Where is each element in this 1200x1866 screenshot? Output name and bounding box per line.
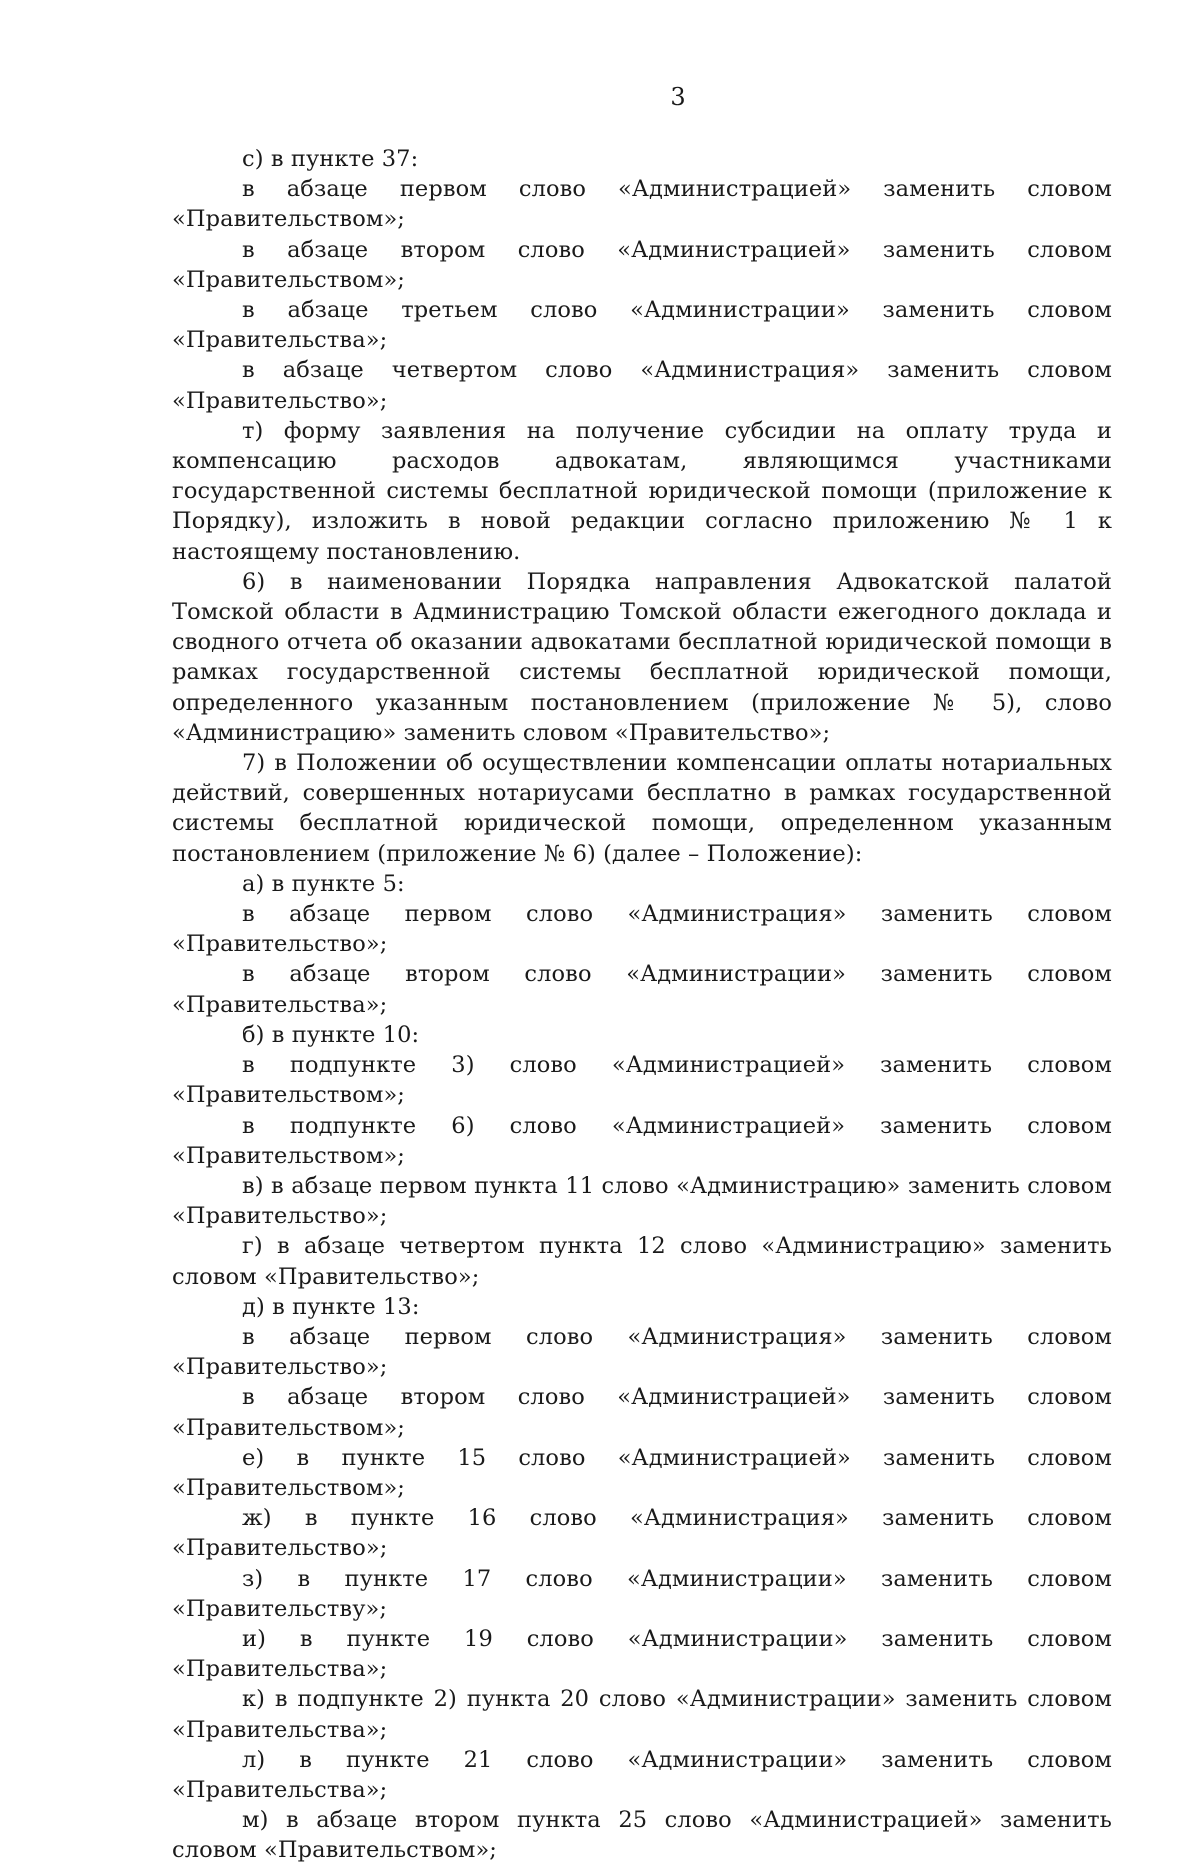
paragraph: в абзаце втором слово «Администрацией» заменить словом «Правительством»; xyxy=(172,236,1112,293)
paragraph: л) в пункте 21 слово «Администрации» заменить словом «Правительства»; xyxy=(172,1746,1112,1803)
paragraph: в абзаце первом слово «Администрацией» заменить словом «Правительством»; xyxy=(172,176,1112,233)
paragraph: в абзаце первом слово «Администрация» заменить словом «Правительство»; xyxy=(172,1323,1112,1381)
page-number: 3 xyxy=(670,83,686,111)
paragraph: в абзаце втором слово «Администрацией» заменить словом «Правительством»; xyxy=(172,1384,1112,1441)
paragraph: 7) в Положении об осуществлении компенсации оплаты нотариальных действий, совершенных нотариусами бесплатно в рамках государственной системы бесплатной юридической помощи, определенном указанным постановлением (приложение № 6) (далее – Положение): xyxy=(172,750,1112,867)
paragraph: з) в пункте 17 слово «Администрации» заменить словом «Правительству»; xyxy=(172,1565,1112,1622)
paragraph: е) в пункте 15 слово «Администрацией» заменить словом «Правительством»; xyxy=(172,1444,1112,1501)
paragraph: в абзаце первом слово «Администрация» заменить словом «Правительство»; xyxy=(172,901,1112,958)
paragraph: в) в абзаце первом пункта 11 слово «Администрацию» заменить словом «Правительство»; xyxy=(172,1172,1112,1230)
paragraph: к) в подпункте 2) пункта 20 слово «Администрации» заменить словом «Правительства»; xyxy=(172,1686,1112,1743)
paragraph: и) в пункте 19 слово «Администрации» заменить словом «Правительства»; xyxy=(172,1625,1112,1683)
document-body xyxy=(172,144,1112,1866)
paragraph: а) в пункте 5: xyxy=(242,870,405,897)
paragraph: г) в абзаце четвертом пункта 12 слово «Администрацию» заменить словом «Правительство»; xyxy=(172,1233,1112,1290)
paragraph: т) форму заявления на получение субсидии на оплату труда и компенсацию расходов адвокатам, являющимся участниками государственной системы бесплатной юридической помощи (приложение к Порядку), изложить в новой редакции согласно приложению № 1 к настоящему постановлению. xyxy=(172,417,1112,565)
paragraph: с) в пункте 37: xyxy=(242,146,419,172)
paragraph: б) в пункте 10: xyxy=(242,1021,420,1048)
paragraph: ж) в пункте 16 слово «Администрация» заменить словом «Правительство»; xyxy=(172,1505,1112,1562)
paragraph: в абзаце четвертом слово «Администрация» заменить словом «Правительство»; xyxy=(172,357,1112,414)
paragraph: в абзаце третьем слово «Администрации» заменить словом «Правительства»; xyxy=(172,297,1112,354)
paragraph: 6) в наименовании Порядка направления Адвокатской палатой Томской области в Администрацию Томской области ежегодного доклада и сводного отчета об оказании адвокатами бесплатной юридической помощи в рамках государственной системы бесплатной юридической помощи, определенного указанным постановлением (приложение № 5), слово «Администрацию» заменить словом «Правительство»; xyxy=(172,568,1112,746)
paragraph: д) в пункте 13: xyxy=(242,1293,420,1320)
paragraph: в абзаце втором слово «Администрации» заменить словом «Правительства»; xyxy=(172,961,1112,1018)
paragraph: в подпункте 3) слово «Администрацией» заменить словом «Правительством»; xyxy=(172,1052,1112,1109)
paragraph: в подпункте 6) слово «Администрацией» заменить словом «Правительством»; xyxy=(172,1112,1112,1169)
paragraph: м) в абзаце втором пункта 25 слово «Администрацией» заменить словом «Правительством»; xyxy=(172,1807,1112,1864)
